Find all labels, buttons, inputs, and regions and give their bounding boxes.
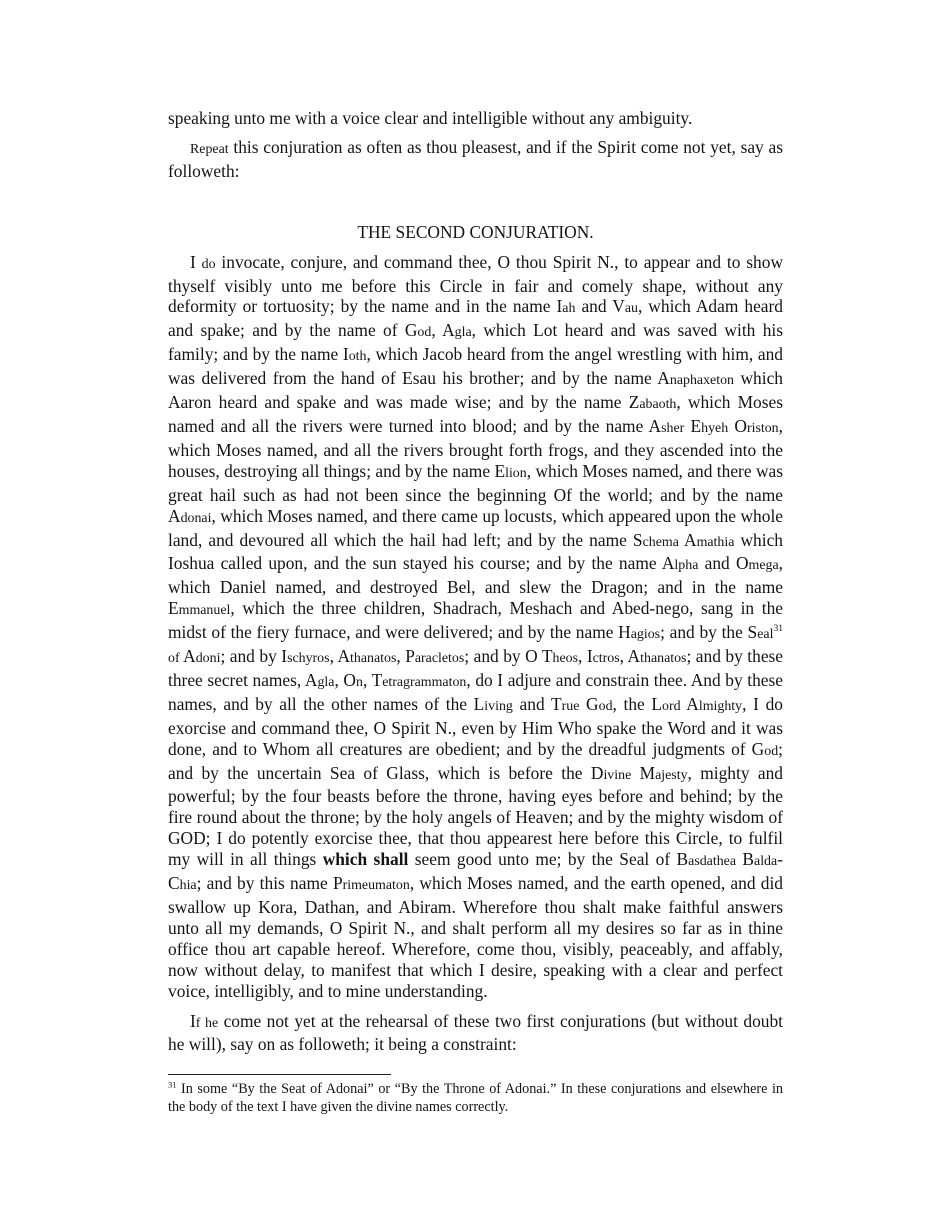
small-caps-name: eal — [757, 627, 774, 643]
small-caps-name: hyeh — [701, 420, 729, 436]
text-run: , which Moses named, and there was great hail such as had not been since the beginning Of the world; and by the name A — [168, 460, 783, 526]
text-run: , O — [334, 669, 356, 690]
text-run: which Ioshua called upon, and the sun stayed his course; and by the name A — [168, 529, 783, 574]
small-caps-name: ivine — [603, 767, 632, 783]
text-run: , which Daniel named, and destroyed Bel, and slew the Dragon; and in the name E — [168, 553, 783, 619]
small-caps-name: asdathea — [688, 854, 737, 870]
text-run: I — [190, 251, 202, 272]
small-caps-name: rue — [561, 698, 580, 714]
text-run: ; and by this name P — [196, 873, 343, 894]
text-run: O — [728, 415, 747, 436]
text-run: and V — [575, 296, 625, 317]
small-caps-name: od — [764, 743, 779, 759]
small-caps-name: iving — [484, 698, 513, 714]
small-caps-name: ajesty — [655, 767, 688, 783]
small-caps-name: schyros — [287, 651, 330, 667]
text-run: , which Moses named, and all the rivers brought forth frogs, and they ascended into the houses, destroying all things; and by the name E — [168, 415, 783, 481]
text-run: ; and by the uncertain Sea of Glass, which is before the D — [168, 738, 783, 783]
text-run: , I do exorcise and command thee, O Spirit N., even by Him Who spake the Word and it was done, and to Whom all creatures are obedient; and by the dreadful judgments of G — [168, 693, 783, 759]
repeat-text: this conjuration as often as thou pleasest, and if the Spirit come not yet, say as followeth: — [168, 136, 783, 181]
closing-paragraph — [168, 1011, 783, 1056]
text-run: G — [579, 693, 599, 714]
small-caps-name: lion — [505, 465, 527, 481]
small-caps-name: donai — [180, 510, 212, 526]
text-run: seem good unto me; by the Seal of B — [408, 849, 689, 870]
small-caps-name: doni — [195, 651, 221, 667]
small-caps-name: n — [355, 674, 363, 690]
small-caps-name: od — [417, 325, 432, 341]
text-run: , the L — [612, 693, 663, 714]
small-caps-name: heos — [552, 651, 578, 667]
footnote-marker: 31 — [168, 1079, 177, 1090]
small-caps-name: of — [168, 651, 180, 667]
small-caps-name: naphaxeton — [669, 373, 734, 389]
small-caps-name: etragrammaton — [382, 674, 467, 690]
text-run: and T — [512, 693, 562, 714]
small-caps-name: lmighty — [698, 698, 743, 714]
text-run: M — [631, 762, 656, 783]
small-caps-name: abaoth — [639, 397, 677, 413]
text-run: E — [684, 415, 702, 436]
text-run: ; and by the S — [660, 622, 758, 643]
small-caps-name: thanatos — [640, 651, 687, 667]
text-run: ; and by O T — [464, 646, 553, 667]
small-caps-name: riston — [746, 420, 779, 436]
text-run: , which Moses named and all the rivers were turned into blood; and by the name A — [168, 392, 783, 436]
second-conjuration-paragraph — [168, 252, 783, 1002]
small-caps-name: ord — [662, 698, 681, 714]
small-caps-name: od — [598, 698, 613, 714]
text-run: , which Moses named, and there came up locusts, which appeared upon the whole land, and devoured all which the hail had left; and by the name S — [168, 505, 783, 550]
small-caps-name: au — [624, 301, 638, 317]
small-caps-name: rimeumaton — [342, 878, 410, 894]
page-body — [168, 108, 783, 1055]
closing-text: come not yet at the rehearsal of these two first conjurations (but without doubt he will), say on as followeth; it being a constraint: — [168, 1010, 783, 1055]
small-caps-name: thanatos — [350, 651, 397, 667]
text-run: A — [179, 646, 196, 667]
text-run: , do I adjure and constrain thee. And by these names, and by all the other names of the L — [168, 669, 783, 714]
text-run: , which Adam heard and spake; and by the name of G — [168, 296, 783, 341]
text-run: , which Jacob heard from the angel wrestling with him, and was delivered from the hand of Esau his brother; and by the name A — [168, 344, 783, 389]
text-run: ; and by I — [220, 646, 288, 667]
small-caps-name: agios — [630, 627, 661, 643]
small-caps-name: mmanuel — [178, 603, 231, 619]
text-run: , which Lot heard and was saved with his family; and by the name I — [168, 320, 783, 365]
footnote-divider — [168, 1074, 391, 1075]
text-run: A — [680, 693, 699, 714]
closing-lead-words: f he — [195, 1015, 219, 1031]
text-run: , mighty and powerful; by the four beasts before the throne, having eyes before and behind; by the fire round about the throne; by the holy angels of Heaven; and by the mighty wisdom of GOD; I do potently exorcise thee, that thou appearest here before this Circle, to fulfil my will in all things — [168, 762, 784, 870]
text-run: which Aaron heard and spake and was made wise; and by the name Z — [168, 368, 783, 413]
closing-lead-initial: I — [190, 1010, 196, 1031]
small-caps-name: sher — [661, 420, 685, 436]
bold-phrase: which shall — [322, 849, 409, 870]
small-caps-name: gla — [317, 674, 335, 690]
text-run: , which the three children, Shadrach, Meshach and Abed-nego, sang in the midst of the fiery furnace, and were delivered; and by the name H — [168, 598, 783, 643]
footnote — [168, 1081, 783, 1116]
small-caps-name: aracletos — [414, 651, 465, 667]
text-run: B — [736, 849, 755, 870]
small-caps-name: mathia — [696, 534, 735, 550]
repeat-paragraph — [168, 137, 783, 182]
text-run: A — [678, 529, 697, 550]
text-run: , A — [431, 320, 455, 341]
small-caps-name: alda — [754, 854, 778, 870]
small-caps-name: chema — [642, 534, 679, 550]
text-run: , P — [396, 646, 415, 667]
small-caps-name: mega — [748, 558, 779, 574]
small-caps-name: do — [201, 256, 216, 272]
small-caps-name: oth — [348, 349, 367, 365]
repeat-lead-word: Repeat — [190, 141, 229, 157]
footnote-reference: 31 — [773, 623, 783, 635]
footnote-text: In some “By the Seat of Adonai” or “By the Throne of Adonai.” In these conjurations and elsewhere in the body of the text I have given the divine names correctly. — [168, 1081, 783, 1115]
text-run: , A — [329, 646, 351, 667]
continuation-paragraph: speaking unto me with a voice clear and intelligible without any ambiguity. — [168, 108, 693, 128]
text-run: and O — [698, 553, 749, 574]
small-caps-name: ctros — [592, 651, 620, 667]
text-run: , T — [362, 669, 383, 690]
small-caps-name: gla — [454, 325, 472, 341]
small-caps-name: hia — [179, 878, 197, 894]
small-caps-name: ah — [562, 301, 576, 317]
text-run: ; and by these three secret names, A — [168, 646, 784, 690]
section-title: THE SECOND CONJURATION. — [357, 221, 594, 242]
text-run: , I — [577, 646, 593, 667]
text-run: invocate, conjure, and command thee, O thou Spirit N., to appear and to show thyself visibly unto me before this Circle in fair and comely shape, without any deformity or tortuosity; by the name and in the name I — [168, 251, 783, 317]
text-run: -C — [168, 849, 783, 894]
small-caps-name: lpha — [674, 558, 699, 574]
text-run: , which Moses named, and the earth opened, and did swallow up Kora, Dathan, and Abiram. Wherefore thou shalt make faithful answers unto all my demands, O Spirit N., and shalt perform all my desires so far as in thine office thou art capable hereof. Wherefore, come thou, visibly, peaceably, and affably, now without delay, to manifest that which I desire, speaking with a clear and perfect voice, intelligibly, and to mine understanding. — [168, 873, 783, 1001]
text-run: , A — [619, 646, 641, 667]
